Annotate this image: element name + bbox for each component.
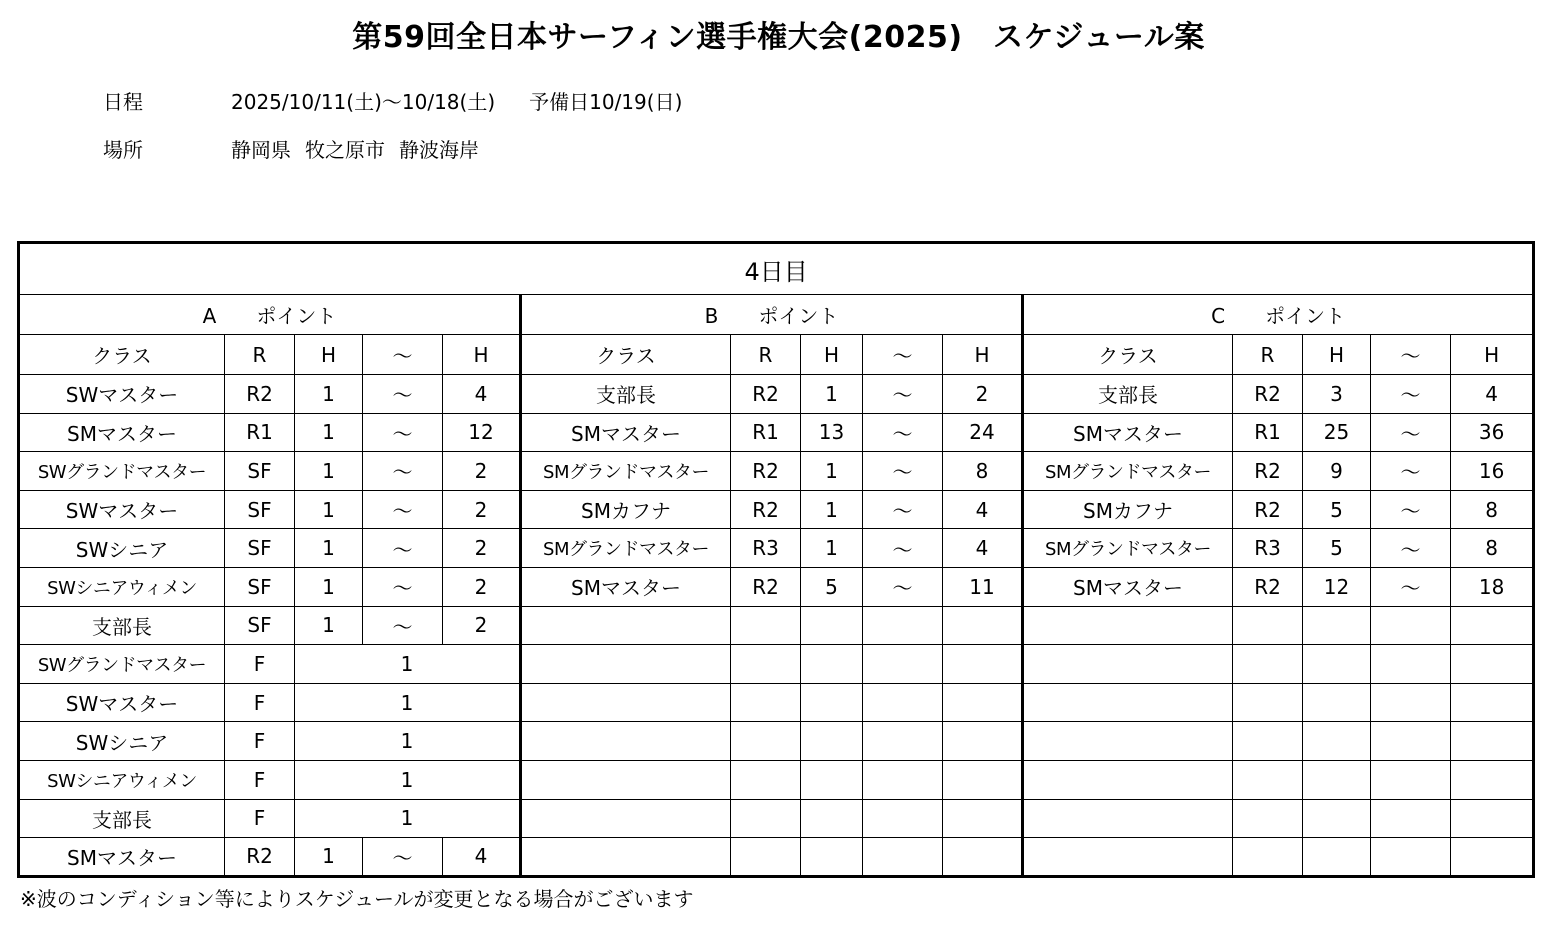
cell-a-heat-merged: 1: [295, 683, 521, 722]
cell-b-round: R3: [731, 529, 801, 568]
cell-c-class: [1023, 760, 1233, 799]
cell-b-heat-to: 4: [943, 490, 1023, 529]
cell-a-heat-from: 1: [295, 529, 363, 568]
cell-a-range: ～: [363, 452, 443, 491]
table-row: [19, 606, 1534, 645]
page-title: 第59回全日本サーフィン選手権大会(2025) スケジュール案: [352, 20, 1205, 55]
cell-c-range: ～: [1371, 452, 1451, 491]
cell-c-heat-from: 9: [1303, 452, 1371, 491]
cell-b-range: ～: [863, 413, 943, 452]
cell-b-range: [863, 799, 943, 838]
cell-a-heat-merged: 1: [295, 722, 521, 761]
cell-b-heat-from: 1: [801, 452, 863, 491]
schedule-table: [17, 241, 1535, 878]
cell-b-range: ～: [863, 375, 943, 414]
col-header-a-heat-from: H: [295, 335, 363, 375]
cell-b-heat-to: [943, 722, 1023, 761]
cell-a-class: SWシニアウィメン: [19, 760, 225, 799]
cell-c-class: [1023, 606, 1233, 645]
cell-b-round: R2: [731, 567, 801, 606]
cell-b-heat-to: 2: [943, 375, 1023, 414]
cell-a-heat-merged: 1: [295, 760, 521, 799]
cell-a-class: SWグランドマスター: [19, 645, 225, 684]
reserve-date: 予備日10/19(日): [529, 90, 683, 114]
cell-b-heat-from: [801, 645, 863, 684]
cell-a-class: 支部長: [19, 799, 225, 838]
cell-c-heat-from: 12: [1303, 567, 1371, 606]
col-header-c-round: R: [1233, 335, 1303, 375]
place-prefecture: 静岡県: [231, 138, 291, 162]
cell-a-heat-from: 1: [295, 375, 363, 414]
cell-a-round: F: [225, 645, 295, 684]
cell-c-class: SMマスター: [1023, 413, 1233, 452]
cell-c-round: [1233, 606, 1303, 645]
schedule-note: ※波のコンディション等によりスケジュールが変更となる場合がございます: [20, 887, 694, 911]
cell-a-class: 支部長: [19, 606, 225, 645]
cell-a-heat-to: 4: [443, 838, 521, 877]
cell-b-class: [521, 722, 731, 761]
date-value: 2025/10/11(土)～10/18(土): [231, 90, 496, 114]
cell-a-round: F: [225, 799, 295, 838]
cell-b-range: ～: [863, 490, 943, 529]
cell-b-round: R1: [731, 413, 801, 452]
cell-c-heat-to: [1451, 683, 1534, 722]
cell-b-round: [731, 760, 801, 799]
cell-b-heat-from: [801, 722, 863, 761]
cell-a-round: SF: [225, 529, 295, 568]
point-c-header: C ポイント: [1023, 295, 1534, 335]
cell-b-heat-from: [801, 760, 863, 799]
cell-b-heat-from: [801, 606, 863, 645]
cell-b-heat-to: [943, 683, 1023, 722]
cell-c-heat-from: [1303, 838, 1371, 877]
cell-a-heat-from: 1: [295, 606, 363, 645]
cell-a-heat-merged: 1: [295, 645, 521, 684]
table-row: [19, 375, 1534, 414]
cell-a-round: F: [225, 683, 295, 722]
date-label: 日程: [103, 90, 143, 114]
cell-b-heat-to: [943, 799, 1023, 838]
col-header-b-heat-from: H: [801, 335, 863, 375]
cell-a-heat-to: 2: [443, 529, 521, 568]
cell-a-heat-to: 2: [443, 606, 521, 645]
col-header-b-heat-to: H: [943, 335, 1023, 375]
cell-b-class: [521, 799, 731, 838]
col-header-c-range: ～: [1371, 335, 1451, 375]
cell-c-range: [1371, 606, 1451, 645]
col-header-a-round: R: [225, 335, 295, 375]
cell-c-range: [1371, 760, 1451, 799]
col-header-a-heat-to: H: [443, 335, 521, 375]
cell-b-heat-to: 8: [943, 452, 1023, 491]
col-header-a-class: クラス: [19, 335, 225, 375]
cell-c-heat-from: 25: [1303, 413, 1371, 452]
cell-c-heat-from: 5: [1303, 490, 1371, 529]
cell-c-round: [1233, 683, 1303, 722]
cell-a-range: ～: [363, 375, 443, 414]
cell-c-class: SMグランドマスター: [1023, 529, 1233, 568]
cell-c-class: [1023, 722, 1233, 761]
cell-b-round: R2: [731, 375, 801, 414]
cell-c-heat-to: 18: [1451, 567, 1534, 606]
cell-c-class: 支部長: [1023, 375, 1233, 414]
cell-c-round: R2: [1233, 375, 1303, 414]
cell-a-heat-to: 2: [443, 567, 521, 606]
cell-b-heat-to: [943, 760, 1023, 799]
cell-a-class: SMマスター: [19, 413, 225, 452]
cell-a-class: SWマスター: [19, 490, 225, 529]
cell-b-heat-from: 1: [801, 490, 863, 529]
cell-b-class: SMグランドマスター: [521, 529, 731, 568]
cell-c-range: ～: [1371, 529, 1451, 568]
cell-c-heat-to: [1451, 760, 1534, 799]
cell-a-range: ～: [363, 567, 443, 606]
cell-b-heat-to: [943, 838, 1023, 877]
cell-c-heat-to: 8: [1451, 490, 1534, 529]
cell-b-range: ～: [863, 567, 943, 606]
table-row: [19, 452, 1534, 491]
cell-c-heat-to: [1451, 799, 1534, 838]
cell-b-class: [521, 683, 731, 722]
cell-b-heat-to: 11: [943, 567, 1023, 606]
cell-b-heat-from: 5: [801, 567, 863, 606]
cell-b-heat-from: 13: [801, 413, 863, 452]
cell-b-class: SMマスター: [521, 567, 731, 606]
cell-b-class: [521, 606, 731, 645]
cell-b-heat-to: [943, 645, 1023, 684]
cell-c-heat-from: [1303, 683, 1371, 722]
cell-a-class: SMマスター: [19, 838, 225, 877]
cell-c-round: R2: [1233, 490, 1303, 529]
cell-c-heat-from: [1303, 606, 1371, 645]
cell-c-range: [1371, 683, 1451, 722]
cell-c-heat-from: [1303, 760, 1371, 799]
cell-c-range: ～: [1371, 490, 1451, 529]
cell-c-heat-from: [1303, 799, 1371, 838]
table-row: [19, 683, 1534, 722]
cell-c-round: R2: [1233, 567, 1303, 606]
cell-a-heat-to: 2: [443, 490, 521, 529]
day-label: 4日目: [19, 243, 1534, 295]
table-row: [19, 799, 1534, 838]
cell-c-range: ～: [1371, 375, 1451, 414]
cell-a-class: SWシニア: [19, 529, 225, 568]
cell-a-range: ～: [363, 529, 443, 568]
cell-a-class: SWシニアウィメン: [19, 567, 225, 606]
cell-a-heat-from: 1: [295, 838, 363, 877]
cell-b-range: ～: [863, 452, 943, 491]
cell-a-round: F: [225, 722, 295, 761]
cell-c-heat-to: 4: [1451, 375, 1534, 414]
cell-a-heat-to: 12: [443, 413, 521, 452]
cell-c-round: R3: [1233, 529, 1303, 568]
cell-b-range: [863, 760, 943, 799]
cell-c-heat-from: 3: [1303, 375, 1371, 414]
cell-c-heat-to: [1451, 606, 1534, 645]
cell-b-round: [731, 683, 801, 722]
cell-b-round: [731, 606, 801, 645]
cell-c-range: [1371, 722, 1451, 761]
cell-b-class: [521, 645, 731, 684]
cell-c-round: [1233, 760, 1303, 799]
col-header-b-range: ～: [863, 335, 943, 375]
cell-b-round: [731, 645, 801, 684]
cell-b-heat-from: [801, 799, 863, 838]
cell-b-class: [521, 760, 731, 799]
place-beach: 静波海岸: [399, 138, 479, 162]
cell-b-heat-to: [943, 606, 1023, 645]
cell-c-round: [1233, 722, 1303, 761]
cell-c-round: [1233, 838, 1303, 877]
table-row: [19, 760, 1534, 799]
cell-c-round: R1: [1233, 413, 1303, 452]
cell-a-range: ～: [363, 606, 443, 645]
cell-c-round: R2: [1233, 452, 1303, 491]
cell-c-heat-to: [1451, 722, 1534, 761]
col-header-b-class: クラス: [521, 335, 731, 375]
cell-a-round: SF: [225, 452, 295, 491]
cell-a-round: F: [225, 760, 295, 799]
cell-b-round: [731, 722, 801, 761]
cell-c-heat-to: [1451, 838, 1534, 877]
cell-a-heat-to: 4: [443, 375, 521, 414]
cell-b-heat-to: 4: [943, 529, 1023, 568]
cell-a-heat-from: 1: [295, 567, 363, 606]
col-header-c-heat-from: H: [1303, 335, 1371, 375]
cell-c-heat-to: 8: [1451, 529, 1534, 568]
cell-a-heat-from: 1: [295, 490, 363, 529]
cell-a-class: SWマスター: [19, 375, 225, 414]
table-row: [19, 490, 1534, 529]
cell-a-class: SWグランドマスター: [19, 452, 225, 491]
cell-c-heat-to: 36: [1451, 413, 1534, 452]
cell-b-range: [863, 683, 943, 722]
col-header-b-round: R: [731, 335, 801, 375]
point-b-header: B ポイント: [521, 295, 1023, 335]
col-header-c-class: クラス: [1023, 335, 1233, 375]
cell-b-round: R2: [731, 490, 801, 529]
cell-a-heat-to: 2: [443, 452, 521, 491]
cell-a-range: ～: [363, 413, 443, 452]
cell-b-heat-from: 1: [801, 375, 863, 414]
cell-b-class: 支部長: [521, 375, 731, 414]
cell-b-class: SMマスター: [521, 413, 731, 452]
cell-a-heat-merged: 1: [295, 799, 521, 838]
cell-b-range: [863, 722, 943, 761]
cell-b-range: [863, 645, 943, 684]
cell-c-class: [1023, 645, 1233, 684]
cell-a-round: SF: [225, 606, 295, 645]
table-row: [19, 838, 1534, 877]
table-row: [19, 645, 1534, 684]
cell-c-heat-from: [1303, 645, 1371, 684]
cell-c-heat-from: [1303, 722, 1371, 761]
cell-b-range: [863, 838, 943, 877]
cell-c-class: SMカフナ: [1023, 490, 1233, 529]
cell-a-round: SF: [225, 567, 295, 606]
cell-c-class: [1023, 683, 1233, 722]
cell-a-range: ～: [363, 838, 443, 877]
cell-c-range: ～: [1371, 567, 1451, 606]
cell-c-heat-from: 5: [1303, 529, 1371, 568]
cell-c-heat-to: 16: [1451, 452, 1534, 491]
table-row: [19, 722, 1534, 761]
col-header-a-range: ～: [363, 335, 443, 375]
cell-a-class: SWマスター: [19, 683, 225, 722]
place-row: [103, 134, 479, 163]
cell-b-round: [731, 799, 801, 838]
cell-c-class: SMマスター: [1023, 567, 1233, 606]
cell-a-round: R2: [225, 838, 295, 877]
cell-a-round: SF: [225, 490, 295, 529]
cell-b-heat-from: 1: [801, 529, 863, 568]
cell-b-round: [731, 838, 801, 877]
cell-b-range: [863, 606, 943, 645]
cell-c-class: SMグランドマスター: [1023, 452, 1233, 491]
table-row: [19, 567, 1534, 606]
cell-a-heat-from: 1: [295, 413, 363, 452]
cell-c-heat-to: [1451, 645, 1534, 684]
cell-a-heat-from: 1: [295, 452, 363, 491]
cell-c-round: [1233, 645, 1303, 684]
cell-a-class: SWシニア: [19, 722, 225, 761]
col-header-c-heat-to: H: [1451, 335, 1534, 375]
cell-b-class: SMカフナ: [521, 490, 731, 529]
cell-b-heat-from: [801, 838, 863, 877]
cell-a-round: R2: [225, 375, 295, 414]
cell-c-range: [1371, 645, 1451, 684]
cell-c-range: ～: [1371, 413, 1451, 452]
date-row: [103, 86, 682, 115]
cell-a-range: ～: [363, 490, 443, 529]
cell-b-heat-from: [801, 683, 863, 722]
cell-c-range: [1371, 799, 1451, 838]
cell-c-class: [1023, 838, 1233, 877]
point-a-header: A ポイント: [19, 295, 521, 335]
cell-b-range: ～: [863, 529, 943, 568]
cell-b-heat-to: 24: [943, 413, 1023, 452]
cell-c-range: [1371, 838, 1451, 877]
place-city: 牧之原市: [305, 138, 385, 162]
cell-c-class: [1023, 799, 1233, 838]
place-label: 場所: [103, 138, 143, 162]
cell-a-round: R1: [225, 413, 295, 452]
cell-b-class: SMグランドマスター: [521, 452, 731, 491]
table-row: [19, 529, 1534, 568]
cell-b-class: [521, 838, 731, 877]
cell-c-round: [1233, 799, 1303, 838]
cell-b-round: R2: [731, 452, 801, 491]
table-row: [19, 413, 1534, 452]
